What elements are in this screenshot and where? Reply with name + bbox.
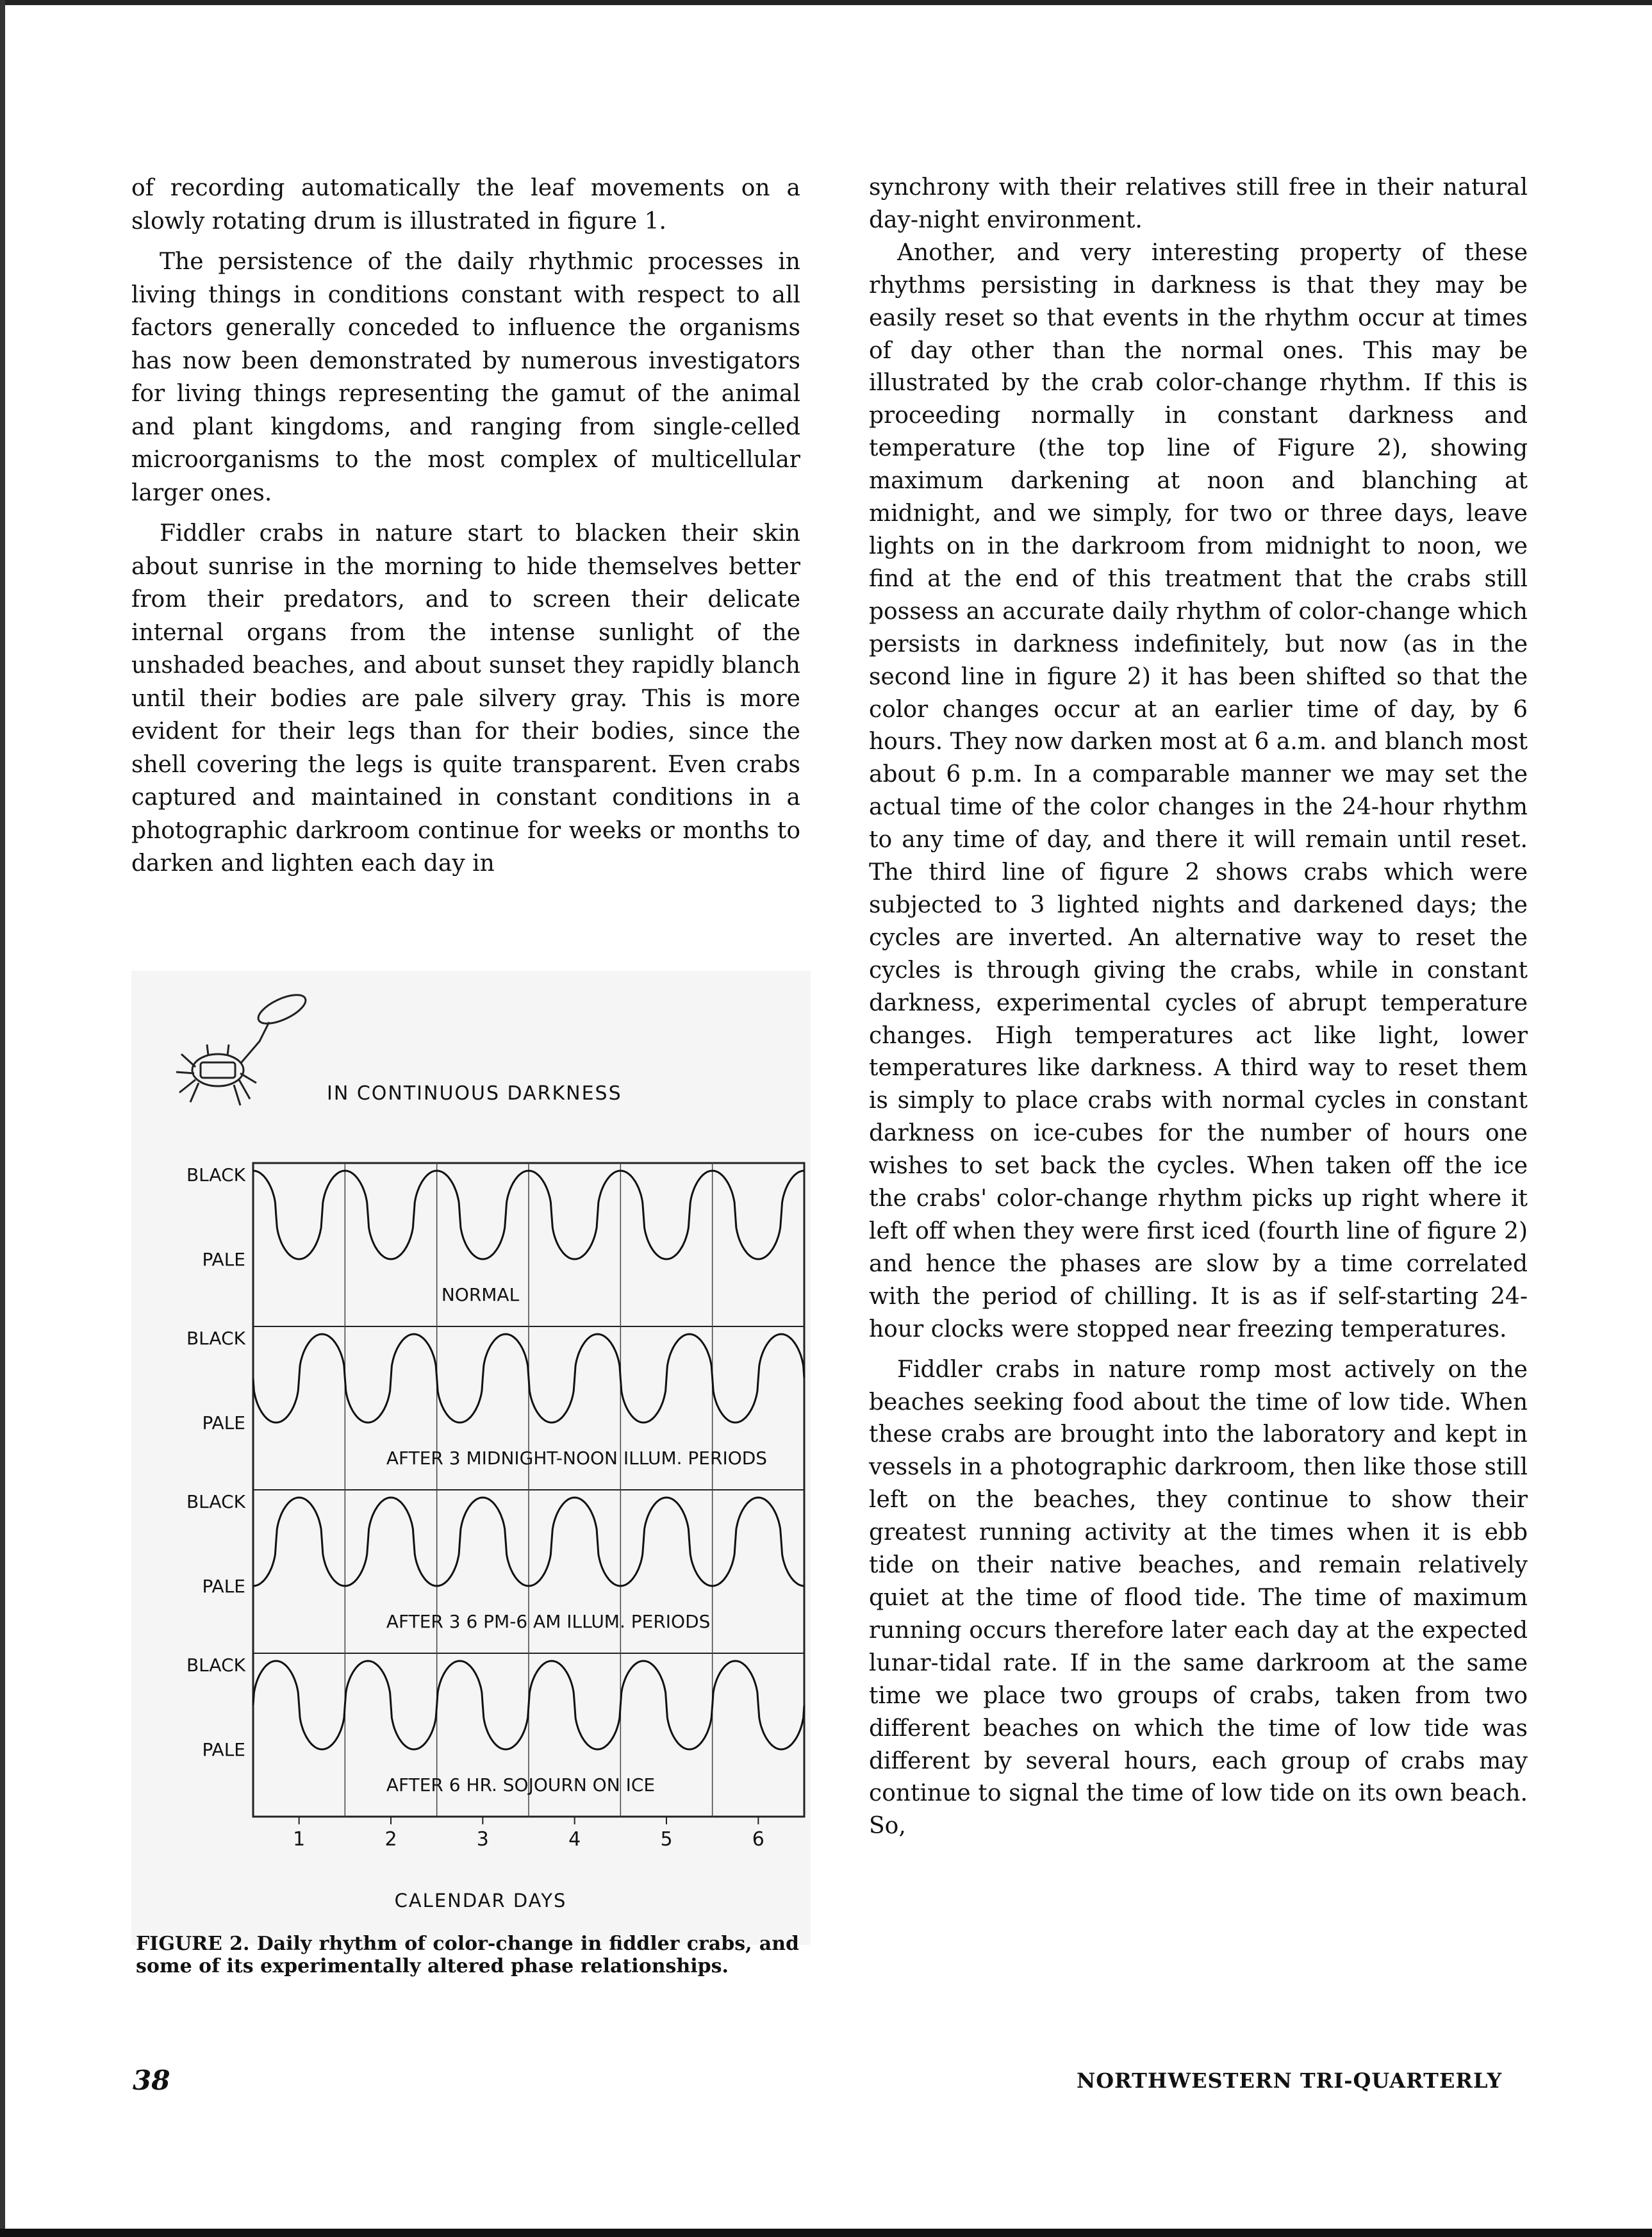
row-annotation: AFTER 6 HR. SOJOURN ON ICE (386, 1774, 656, 1795)
figure-2-chart (131, 971, 811, 1945)
x-tick-label: 3 (476, 1828, 489, 1851)
page-number: 38 (133, 2065, 170, 2096)
figure-header: IN CONTINUOUS DARKNESS (327, 1082, 622, 1105)
paragraph: synchrony with their relatives still free in their natural day-night environment. (869, 174, 1528, 233)
pale-level-label: PALE (202, 1412, 245, 1433)
paragraph: Fiddler crabs in nature romp most actively on the beaches seeking food about the time of low tide. When these crabs are brought into the laboratory and kept in vessels in a photographic darkroom, then like those still left on the beaches, they continue to show their greatest running activity at the times when it is ebb tide on their native beaches, and remain relatively quiet at the time of flood tide. The time of maximum running occurs therefore later each day at the expected lunar-tidal rate. If in the same darkroom at the same time we place two groups of crabs, taken from two different beaches on which the time of low tide was different by several hours, each group of crabs may continue to signal the time of low tide on its own beach. So, (869, 1356, 1528, 1840)
crab-icon (176, 989, 310, 1105)
x-tick-label: 1 (293, 1828, 306, 1851)
pale-level-label: PALE (202, 1739, 245, 1760)
right-column (869, 172, 1528, 1843)
black-level-label: BLACK (186, 1655, 245, 1676)
x-tick-label: 6 (752, 1828, 764, 1851)
x-tick-label: 5 (660, 1828, 673, 1851)
paragraph: Fiddler crabs in nature start to blacken their skin about sunrise in the morning to hide themselves better from their predators, and to screen their delicate internal organs from the intense sunlight of the unshaded beaches, and about sunset they rapidly blanch until their bodies are pale silvery gray. This is more evident for their legs than for their bodies, since the shell covering the legs is quite transparent. Even crabs captured and maintained in constant conditions in a photographic darkroom continue for weeks or months to darken and lighten each day in (131, 520, 800, 877)
x-axis-label: CALENDAR DAYS (394, 1890, 567, 1911)
figure-2 (131, 971, 811, 1945)
page-bottom-edge (0, 2229, 1652, 2237)
paragraph: of recording automatically the leaf movements on a slowly rotating drum is illustrated in figure 1. (131, 175, 800, 235)
page-top-edge (0, 0, 1652, 5)
black-level-label: BLACK (186, 1164, 245, 1185)
figure-caption: FIGURE 2. Daily rhythm of color-change in fiddler crabs, and some of its experimentally altered phase relationships. (136, 1933, 799, 1977)
row-labels (186, 1164, 246, 1760)
plot-grid (253, 1163, 804, 1817)
page-left-edge (0, 0, 5, 2237)
running-title: NORTHWESTERN TRI-QUARTERLY (1077, 2068, 1503, 2093)
row-annotation: NORMAL (441, 1284, 520, 1305)
left-column (131, 172, 800, 880)
paragraph: The persistence of the daily rhythmic processes in living things in conditions constant with respect to all factors generally conceded to influence the organisms has now been demonstrated by numerous investigators for living things representing the gamut of the animal and plant kingdoms, and ranging from single-celled microorganisms to the most complex of multicellular larger ones. (131, 249, 800, 506)
pale-level-label: PALE (202, 1249, 245, 1270)
x-axis (293, 1817, 764, 1851)
pale-level-label: PALE (202, 1576, 245, 1597)
row-annotation: AFTER 3 6 PM-6 AM ILLUM. PERIODS (386, 1611, 711, 1632)
paragraph: Another, and very interesting property of these rhythms persisting in darkness is that they may be easily reset so that events in the rhythm occur at times of day other than the normal ones. This may be illustrated by the crab color-change rhythm. If this is proceeding normally in constant darkness and temperature (the top line of Figure 2), showing maximum darkening at noon and blanching at midnight, and we simply, for two or three days, leave lights on in the darkroom from midnight to noon, we find at the end of this treatment that the crabs still possess an accurate daily rhythm of color-change which persists in darkness indefinitely, but now (as in the second line in figure 2) it has been shifted so that the color changes occur at an earlier time of day, by 6 hours. They now darken most at 6 a.m. and blanch most about 6 p.m. In a comparable manner we may set the actual time of the color changes in the 24-hour rhythm to any time of day, and there it will remain until reset. The third line of figure 2 shows crabs which were subjected to 3 lighted nights and darkened days; the cycles are inverted. An alternative way to reset the cycles is through giving the crabs, while in constant darkness, experimental cycles of abrupt temperature changes. High temperatures act like light, lower temperatures like darkness. A third way to reset them is simply to place crabs with normal cycles in constant darkness on ice-cubes for the number of hours one wishes to set back the cycles. When taken off the ice the crabs' color-change rhythm picks up right where it left off when they were first iced (fourth line of figure 2) and hence the phases are slow by a time correlated with the period of chilling. It is as if self-starting 24-hour clocks were stopped near freezing temperatures. (869, 239, 1528, 1342)
x-tick-label: 2 (384, 1828, 397, 1851)
row-annotation: AFTER 3 MIDNIGHT-NOON ILLUM. PERIODS (386, 1448, 768, 1469)
x-tick-label: 4 (568, 1828, 581, 1851)
black-level-label: BLACK (186, 1491, 245, 1512)
black-level-label: BLACK (186, 1328, 245, 1349)
